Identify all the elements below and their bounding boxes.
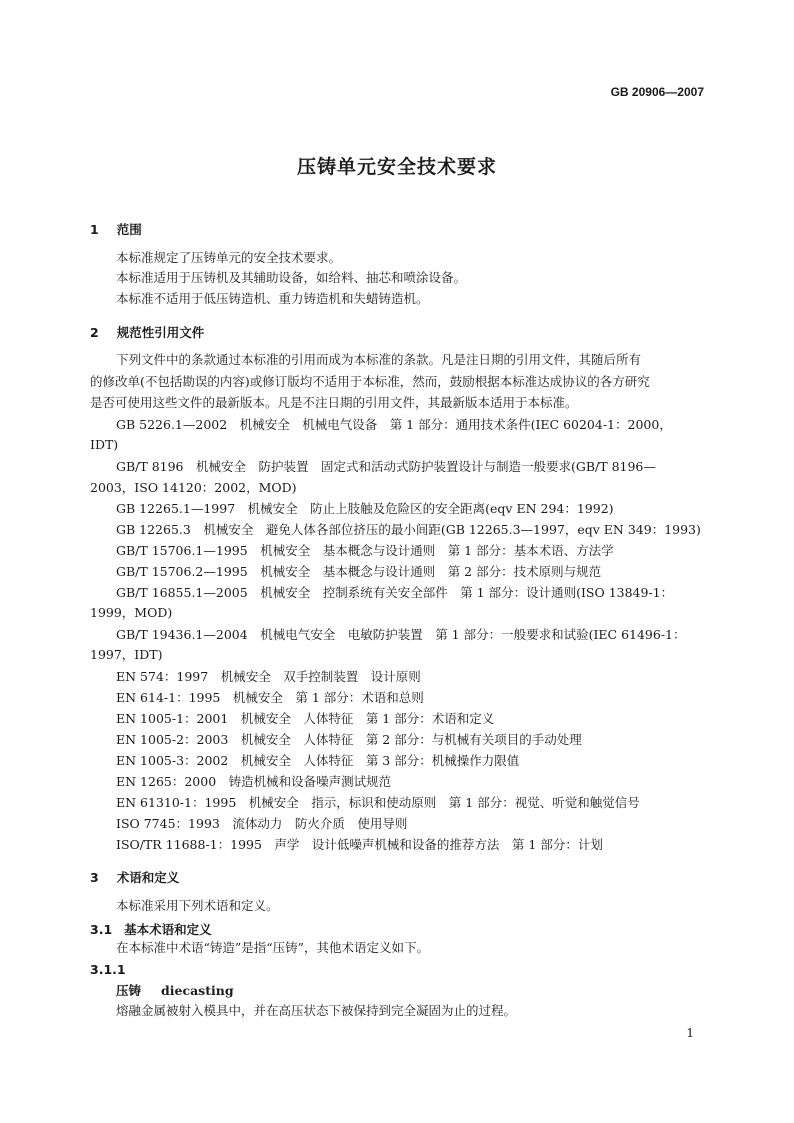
- section-3-heading: [90, 868, 179, 886]
- section-title: 范围: [116, 222, 142, 237]
- subsection-number: 3.1: [90, 922, 113, 937]
- paragraph: 在本标准中术语“铸造”是指“压铸”，其他术语定义如下。: [116, 940, 430, 955]
- reference-item: ISO/TR 11688-1：1995 声学 设计低噪声机械和设备的推荐方法 第 1 部分：计划: [116, 837, 603, 852]
- paragraph: 本标准规定了压铸单元的安全技术要求。: [116, 250, 342, 265]
- reference-item: GB/T 15706.1—1995 机械安全 基本概念与设计通则 第 1 部分：基本术语、方法学: [116, 543, 614, 558]
- reference-item: GB 12265.1—1997 机械安全 防止上肢触及危险区的安全距离(eqv EN 294：1992): [116, 501, 614, 516]
- paragraph: 本标准采用下列术语和定义。: [116, 898, 279, 913]
- reference-item: GB 12265.3 机械安全 避免人体各部位挤压的最小间距(GB 12265.3—1997，eqv EN 349：1993): [116, 522, 701, 537]
- section-2-heading: [90, 323, 204, 341]
- subsection-title: 基本术语和定义: [124, 922, 212, 937]
- reference-item: ISO 7745：1993 流体动力 防火介质 使用导则: [116, 816, 408, 831]
- standard-code: GB 20906—2007: [610, 85, 704, 99]
- reference-item: GB 5226.1—2002 机械安全 机械电气设备 第 1 部分：通用技术条件(IEC 60204-1：2000，: [116, 417, 672, 432]
- reference-item: IDT): [90, 437, 119, 452]
- subsection-3-1-heading: [90, 920, 212, 938]
- reference-item: EN 574：1997 机械安全 双手控制装置 设计原则: [116, 669, 421, 684]
- section-number: 3: [90, 870, 99, 885]
- section-number: 2: [90, 325, 99, 340]
- reference-item: 2003，ISO 14120：2002，MOD): [90, 480, 297, 495]
- reference-item: 1999，MOD): [90, 605, 173, 620]
- reference-item: EN 1005-2：2003 机械安全 人体特征 第 2 部分：与机械有关项目的手动处理: [116, 732, 582, 747]
- term-definition: 熔融金属被射入模具中，并在高压状态下被保持到完全凝固为止的过程。: [116, 1003, 517, 1018]
- page-number: 1: [686, 1026, 694, 1040]
- reference-item: EN 61310-1：1995 机械安全 指示，标识和使动原则 第 1 部分：视觉、听觉和触觉信号: [116, 795, 640, 810]
- reference-item: EN 614-1：1995 机械安全 第 1 部分：术语和总则: [116, 690, 424, 705]
- section-number: 1: [90, 222, 99, 237]
- reference-item: EN 1005-3：2002 机械安全 人体特征 第 3 部分：机械操作力限值: [116, 753, 520, 768]
- section-title: 术语和定义: [116, 870, 180, 885]
- section-1-heading: [90, 220, 142, 238]
- paragraph: 下列文件中的条款通过本标准的引用而成为本标准的条款。凡是注日期的引用文件，其随后所有: [116, 352, 642, 367]
- reference-item: GB/T 16855.1—2005 机械安全 控制系统有关安全部件 第 1 部分：设计通则(ISO 13849-1：: [116, 585, 674, 600]
- paragraph: 是否可使用这些文件的最新版本。凡是不注日期的引用文件，其最新版本适用于本标准。: [90, 395, 578, 410]
- term-english: diecasting: [161, 983, 234, 998]
- reference-item: GB/T 15706.2—1995 机械安全 基本概念与设计通则 第 2 部分：技术原则与规范: [116, 564, 602, 579]
- reference-item: GB/T 19436.1—2004 机械电气安全 电敏防护装置 第 1 部分：一般要求和试验(IEC 61496-1：: [116, 627, 686, 642]
- document-title: 压铸单元安全技术要求: [296, 156, 497, 178]
- reference-item: EN 1265：2000 铸造机械和设备噪声测试规范: [116, 774, 392, 789]
- reference-item: 1997，IDT): [90, 647, 163, 662]
- paragraph: 的修改单(不包括勘误的内容)或修订版均不适用于本标准，然而，鼓励根据本标准达成协议的各方研究: [90, 374, 650, 389]
- term-chinese: 压铸: [116, 983, 142, 998]
- section-title: 规范性引用文件: [116, 325, 205, 340]
- term-heading: [116, 981, 234, 999]
- reference-item: EN 1005-1：2001 机械安全 人体特征 第 1 部分：术语和定义: [116, 711, 495, 726]
- reference-item: GB/T 8196 机械安全 防护装置 固定式和活动式防护装置设计与制造一般要求(GB/T 8196—: [116, 459, 656, 474]
- subsection-3-1-1-number: 3.1.1: [90, 962, 126, 977]
- paragraph: 本标准不适用于低压铸造机、重力铸造机和失蜡铸造机。: [116, 291, 429, 306]
- paragraph: 本标准适用于压铸机及其辅助设备，如给料、抽芯和喷涂设备。: [116, 270, 467, 285]
